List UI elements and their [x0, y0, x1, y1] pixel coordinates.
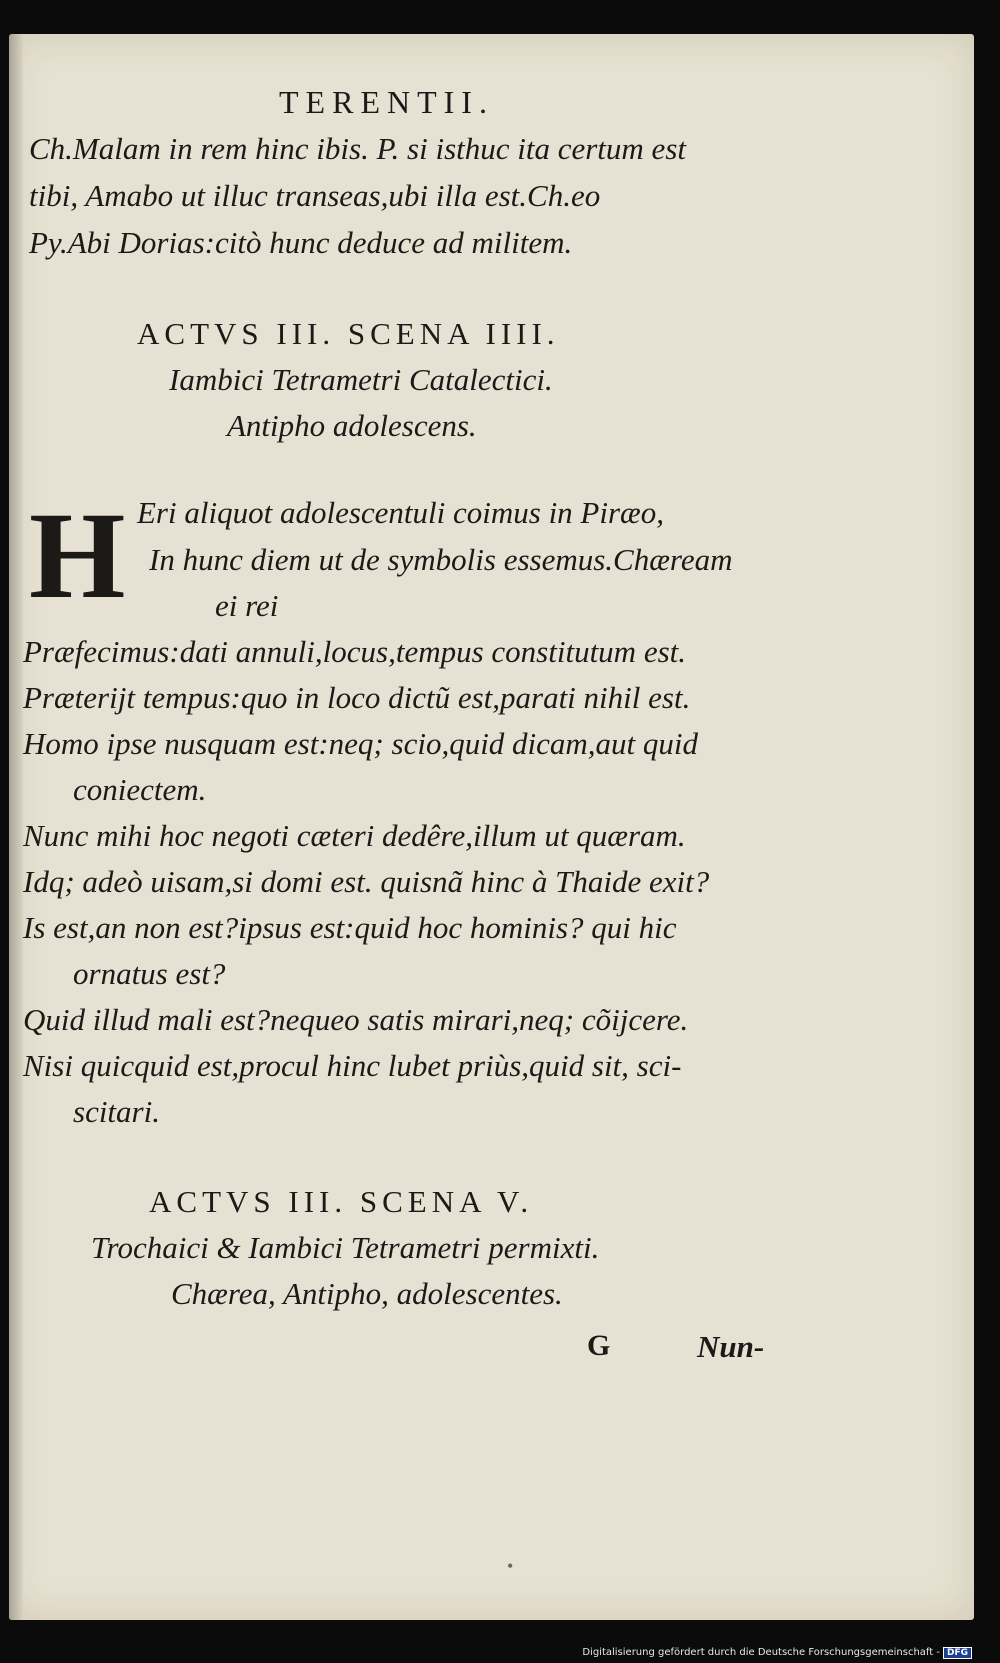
verse-line: Quid illud mali est?nequeo satis mirari,neq; cõijcere. [23, 1002, 689, 1037]
dfg-logo-icon: DFG [943, 1647, 972, 1659]
book-page [9, 34, 974, 1620]
scene-heading: ACTVS III. SCENA IIII. [137, 316, 560, 351]
verse-line: Præfecimus:dati annuli,locus,tempus constitutum est. [23, 634, 687, 669]
meter-line: Trochaici & Iambici Tetrametri permixti. [91, 1230, 600, 1265]
text-line: Py.Abi Dorias:citò hunc deduce ad militem. [29, 225, 573, 260]
catchword: Nun- [697, 1329, 765, 1364]
verse-line: Nisi quicquid est,procul hinc lubet priùs,quid sit, sci- [23, 1048, 682, 1083]
verse-line: Nunc mihi hoc negoti cæteri dedêre,illum ut quæram. [23, 818, 686, 853]
verse-line: In hunc diem ut de symbolis essemus.Chæream [149, 542, 733, 577]
scene-heading: ACTVS III. SCENA V. [149, 1184, 534, 1219]
verse-line: coniectem. [73, 772, 207, 807]
speaker-line: Antipho adolescens. [227, 408, 477, 443]
verse-line: Eri aliquot adolescentuli coimus in Piræo, [137, 495, 664, 530]
verse-line: Is est,an non est?ipsus est:quid hoc hominis? qui hic [23, 910, 677, 945]
meter-line: Iambici Tetrametri Catalectici. [169, 362, 553, 397]
speaker-line: Chærea, Antipho, adolescentes. [171, 1276, 563, 1311]
verse-line: Idq; adeò uisam,si domi est. quisnã hinc à Thaide exit? [23, 864, 710, 899]
drop-cap: H [29, 487, 126, 624]
text-line: tibi, Amabo ut illuc transeas,ubi illa est.Ch.eo [29, 178, 601, 213]
page-edge-shadow [9, 34, 23, 1620]
verse-line: Homo ipse nusquam est:neq; scio,quid dicam,aut quid [23, 726, 699, 761]
verse-line: ei rei [215, 588, 279, 623]
signature-mark: G [587, 1329, 611, 1362]
text-line: Ch.Malam in rem hinc ibis. P. si isthuc ita certum est [29, 131, 686, 166]
credit-text: Digitalisierung gefördert durch die Deutsche Forschungsgemeinschaft - [582, 1647, 940, 1658]
verse-line: scitari. [73, 1094, 160, 1129]
running-header: TERENTII. [279, 84, 494, 120]
verse-line: ornatus est? [73, 956, 226, 991]
digitization-credit [582, 1647, 972, 1659]
verse-line: Præterijt tempus:quo in loco dictũ est,parati nihil est. [23, 680, 691, 715]
paper-speck: • [507, 1556, 514, 1576]
